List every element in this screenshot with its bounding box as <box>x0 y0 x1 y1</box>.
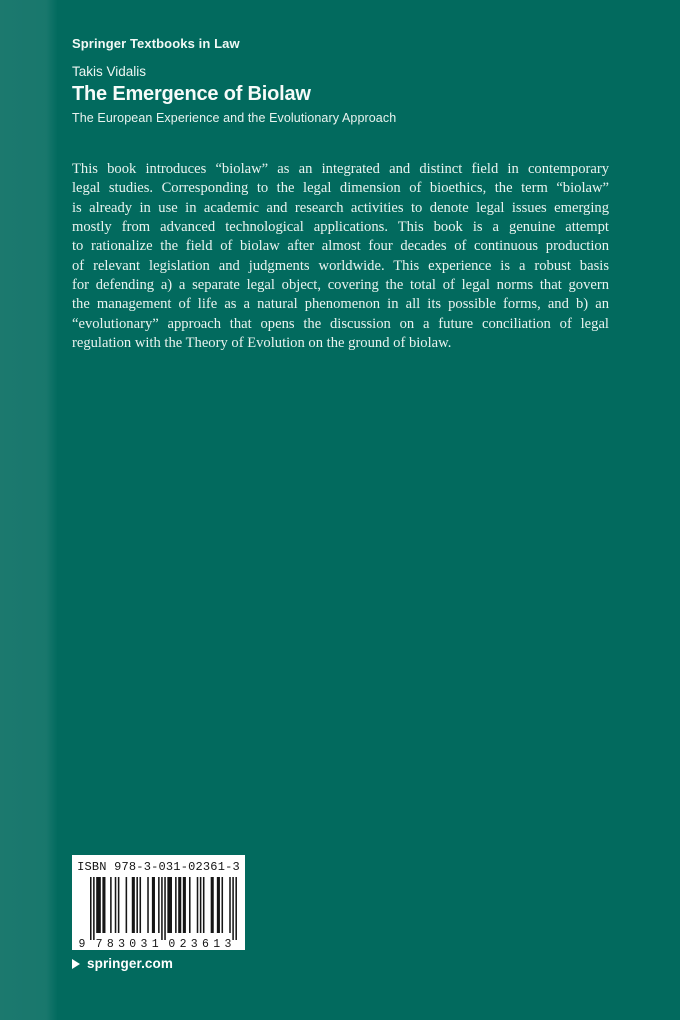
barcode-bars <box>90 877 237 940</box>
blurb-line: of relevant legislation and judgments worldwide. This experience is a robust basis <box>72 257 609 274</box>
barcode-box <box>72 855 245 950</box>
blurb-line: the management of life as a natural phenomenon in all its possible forms, and b) an <box>72 296 609 313</box>
ean-digit-group: 023613 <box>168 938 232 951</box>
blurb-line: “evolutionary” approach that opens the discussion on a future conciliation of legal <box>72 315 609 332</box>
blurb-line: to rationalize the field of biolaw after almost four decades of continuous production <box>72 238 609 255</box>
isbn-label: ISBN 978-3-031-02361-3 <box>77 860 240 874</box>
blurb-line: legal studies. Corresponding to the legal dimension of bioethics, the term “biolaw” <box>72 180 609 197</box>
arrow-right-icon <box>72 959 80 969</box>
blurb-line: mostly from advanced technological applications. This book is a genuine attempt <box>72 219 609 236</box>
blurb-line: is already in use in academic and research activities to denote legal issues emerging <box>72 199 609 216</box>
blurb-line: for defending a) a separate legal object, covering the total of legal norms that govern <box>72 277 609 294</box>
blurb-line: regulation with the Theory of Evolution on the ground of biolaw. <box>72 335 452 352</box>
ean-barcode-icon <box>78 877 248 949</box>
blurb-line: This book introduces “biolaw” as an integrated and distinct field in contemporary <box>72 161 609 177</box>
blurb <box>72 160 609 353</box>
series-title: Springer Textbooks in Law <box>72 36 240 51</box>
springer-url: springer.com <box>87 956 173 971</box>
footer <box>72 956 173 971</box>
ean-digit-group: 783031 <box>95 938 159 951</box>
author-name: Takis Vidalis <box>72 64 147 79</box>
book-subtitle: The European Experience and the Evolutionary Approach <box>72 111 397 125</box>
ean-digit-group: 9 <box>78 938 86 951</box>
spine-highlight <box>0 0 58 1020</box>
book-title: The Emergence of Biolaw <box>72 83 311 105</box>
